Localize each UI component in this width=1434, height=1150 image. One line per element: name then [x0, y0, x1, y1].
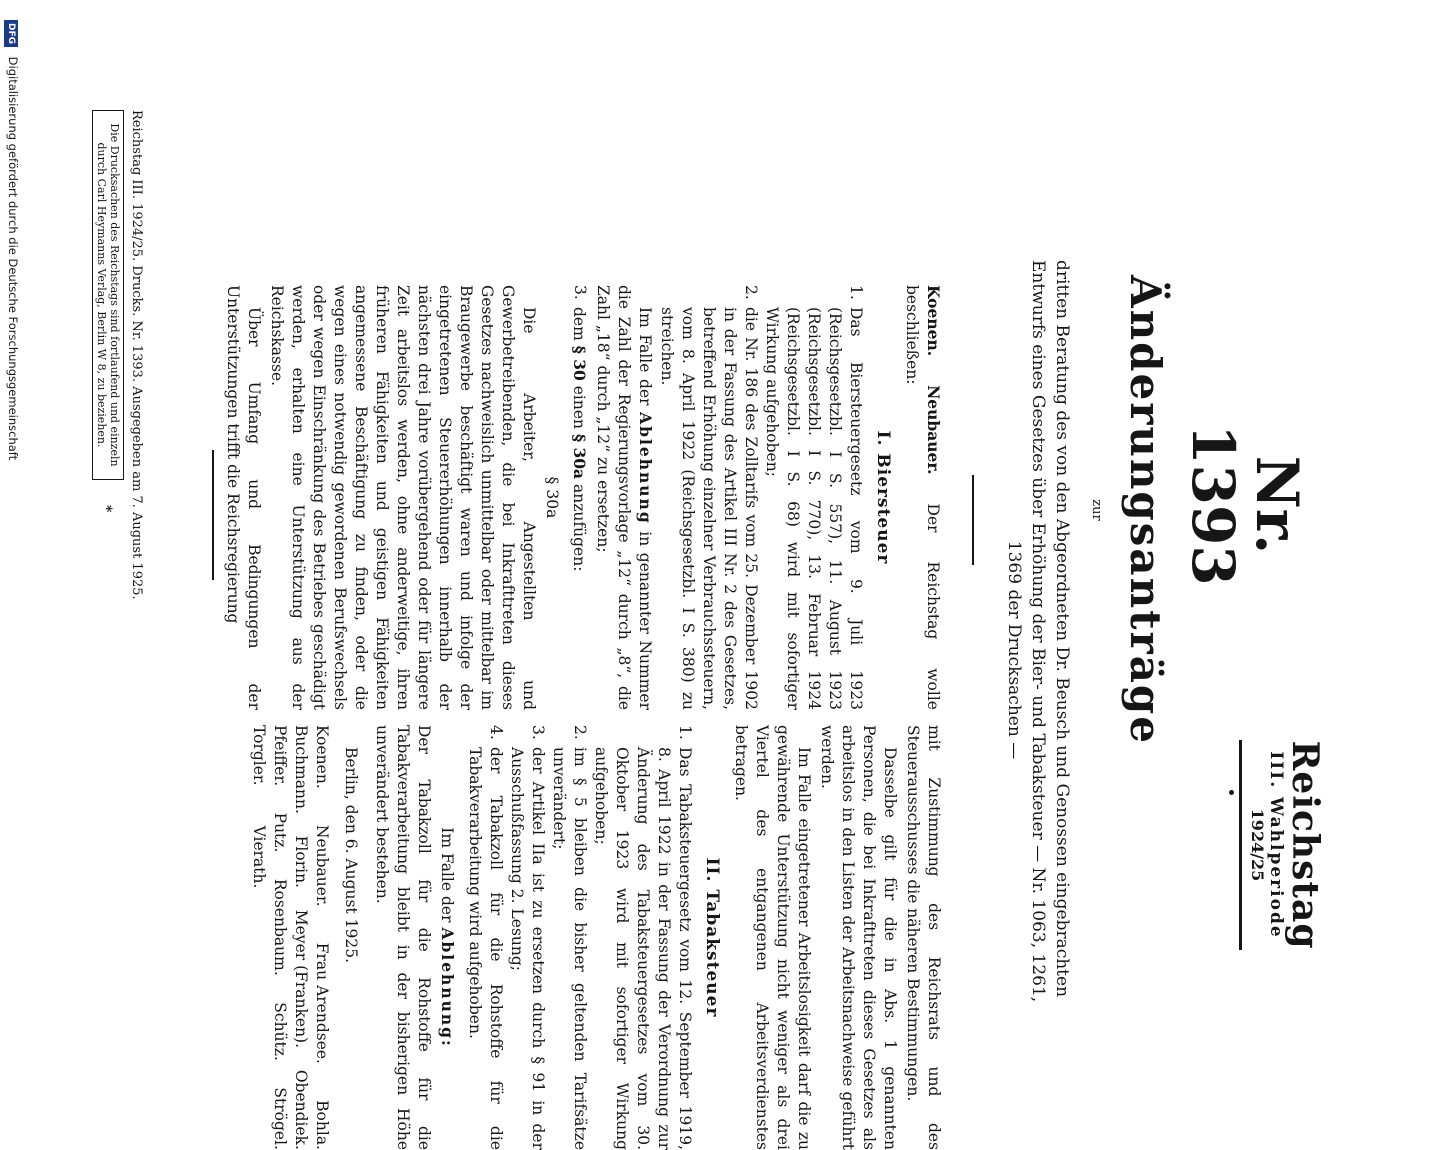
footer-box-line-1: Die Drucksachen des Reichstags sind fortlaufend und einzeln	[108, 123, 121, 467]
ablehnung-pre: Im Falle der	[636, 307, 654, 406]
lead-name-2: Neubauer.	[924, 385, 943, 475]
header-period: III. Wahlperiode	[1266, 751, 1286, 939]
footer-rule	[212, 450, 214, 580]
item-number: 1.	[847, 285, 865, 300]
ablehnung-word: Ablehnung	[636, 412, 655, 525]
section-biersteuer: I. Biersteuer	[873, 430, 893, 565]
signature: Rosenbaum.	[271, 878, 289, 976]
signature: Schütz.	[271, 1002, 289, 1061]
dfg-credit	[4, 20, 20, 1000]
item-number: 4.	[487, 725, 505, 740]
ablehnung-heading	[436, 725, 458, 1150]
item-number: 1.	[676, 725, 694, 740]
signature: Putz.	[271, 812, 289, 853]
intro-line-3: 1369 der Drucksachen —	[1004, 540, 1024, 760]
section-tabaksteuer: II. Tabaksteuer	[702, 857, 722, 1018]
signature-row	[290, 725, 311, 1150]
signature: Obendiek.	[292, 1069, 310, 1150]
intro-line-2: Entwurfs eines Gesetzes über Erhöhung der Bier- und Tabaksteuer — Nr. 1063, 1261,	[1028, 260, 1048, 1003]
item3-bold2: § 30a	[570, 433, 589, 480]
paragraph-heading: § 30a	[543, 476, 561, 519]
lead-text: Der Reichstag wolle beschließen:	[903, 285, 942, 710]
item-text	[568, 307, 590, 710]
footer-box	[92, 110, 124, 480]
ablehnung-post: in genannter Nummer die Zahl der Regierungsvorlage „12“ durch „8“, die Zahl „18“ durch „12“ zu ersetzen;	[594, 285, 654, 710]
item-number: 3.	[529, 725, 547, 740]
lead-paragraph	[901, 285, 944, 710]
dfg-logo: DFG	[4, 20, 18, 47]
item-number: 2.	[742, 285, 760, 300]
date-line: Berlin, den 6. August 1925.	[342, 747, 360, 964]
ablehnung-paragraph	[592, 285, 656, 710]
list-item	[464, 725, 506, 1150]
continued-text-3: Im Falle eingetretener Arbeitslosigkeit darf die zu gewährende Unterstützung nicht weniger als drei Viertel des entgangenen Arbeitsverdienstes betragen.	[732, 725, 813, 1150]
continued-text-1: mit Zustimmung des Reichsrats und des Steuerausschusses die näheren Bestimmungen.	[904, 725, 943, 1150]
signature: Meyer (Franken).	[292, 909, 310, 1049]
item-text: Das Tabaksteuergesetz vom 12. September 1919, 8. April 1922 in der Fassung der Verordnung zur Änderung des Tabaksteuergesetzes vom 30. Oktober 1923 wird mit sofortiger Wirkung aufgehoben;	[592, 747, 694, 1150]
item-number: 2.	[571, 725, 589, 740]
paragraph-text-2: Über Umfang und Bedingungen der Unterstützungen trifft die Reichsregierung	[224, 285, 263, 710]
signature-row	[269, 725, 290, 1150]
list-item	[761, 285, 866, 710]
dot-mark	[1229, 790, 1234, 795]
signature: Neubauer.	[313, 824, 331, 907]
signature: Strögel.	[271, 1087, 289, 1150]
item-text: der Artikel IIa ist zu ersetzen durch § 91 in der Ausschußfassung 2. Lesung;	[508, 747, 547, 1150]
separator-rule	[972, 475, 974, 565]
zur-label: zur	[1089, 499, 1104, 521]
ablehnung-pre: Im Falle der	[438, 827, 456, 923]
item3-bold: § 30	[570, 345, 589, 381]
intro-text	[1002, 260, 1074, 1040]
signature: Vierath.	[250, 825, 268, 889]
main-title: Änderungsanträge	[1121, 274, 1170, 745]
list-item	[506, 725, 548, 1150]
header-title: Reichstag	[1284, 740, 1326, 950]
item-text: der Tabakzoll für die Rohstoffe für die Tabakverarbeitung wird aufgehoben.	[466, 747, 505, 1150]
list-item	[656, 285, 761, 710]
header-rule	[1239, 740, 1242, 950]
signature: Torgler.	[250, 725, 268, 786]
signature: Koenen.	[313, 725, 331, 789]
signature: Pfeiffer.	[271, 725, 289, 787]
signature: Bohla.	[313, 1100, 331, 1150]
item3-post: anzufügen:	[570, 484, 588, 572]
footer-star: *	[98, 505, 114, 513]
list-item	[590, 725, 695, 1150]
list-item	[568, 285, 590, 710]
signatures	[248, 725, 332, 1150]
item3-pre: dem	[570, 307, 588, 341]
paragraph-text: Die Arbeiter, Angestellten und Gewerbetreibenden, die bei Inkrafttreten dieses Gesetzes nachweislich unmittelbar oder mittelbar im Braugewerbe beschäftigt waren und infolge der eingetretenen Steuererhöhungen innerhalb der nächsten drei Jahre vorübergehend oder für längere Zeit arbeitslos werden, ohne anderweitige, ihren früheren Fähigkeiten und geistigen Fähigkeiten angemessene Beschäftigung zu finden, oder die wegen eines notwendig gewordenen Berufswechsels oder wegen Einschränkung des Betriebes geschädigt werden, erhalten eine Unterstützung aus der Reichskasse.	[268, 285, 538, 710]
dfg-text: Digitalisierung gefördert durch die Deutsche Forschungsgemeinschaft	[6, 56, 20, 461]
footer-box-line-2: durch Carl Heymanns Verlag, Berlin W 8, zu beziehen.	[95, 142, 108, 448]
list-item	[548, 725, 590, 1150]
reichstag-header	[1239, 740, 1324, 950]
item-text: im § 5 bleiben die bisher geltenden Tarifsätze unverändert;	[550, 747, 589, 1150]
item3-mid: einen	[570, 385, 588, 430]
footer-line: Reichstag III. 1924/25. Drucks. Nr. 1393. Ausgegeben am 7. August 1925.	[129, 110, 144, 600]
item-text: die Nr. 186 des Zolltarifs vom 25. Dezember 1902 in der Fassung des Artikel III Nr. 2 des Gesetzes, betreffend Erhöhung einzelner Verbrauchssteuern, vom 8. April 1922 (Reichsgesetzbl. I S. 380) zu streichen.	[658, 307, 760, 710]
ablehnung-word: Ablehnung:	[438, 927, 457, 1048]
signature: Frau Arendsee.	[313, 942, 331, 1064]
signature-row	[311, 725, 332, 1150]
header-year: 1924/25	[1248, 808, 1267, 882]
signature-row	[248, 725, 269, 1150]
signature: Florin.	[292, 835, 310, 888]
right-column	[248, 725, 944, 1150]
item-text: Das Biersteuergesetz vom 9. Juli 1923 (Reichsgesetzbl. I S. 557), 11. August 1923 (Reichsgesetzbl. I S. 770), 13. Februar 1924 (Reichsgesetzbl. I S. 68) wird mit sofortiger Wirkung aufgehoben;	[763, 307, 865, 710]
item-number: 3.	[571, 285, 589, 300]
ablehnung-text: Der Tabakzoll für die Rohstoffe für die Tabakverarbeitung bleibt in der bisherigen Höhe unverändert bestehen.	[373, 725, 433, 1150]
intro-line-1: dritten Beratung des von den Abgeordneten Dr. Beusch und Genossen eingebrachten	[1052, 260, 1072, 998]
signature: Buchmann.	[292, 725, 310, 814]
lead-name-1: Koenen.	[924, 285, 943, 357]
continued-text-2: Dasselbe gilt für die in Abs. 1 genannten Personen, die bei Inkrafttreten dieses Gesetzes als arbeitslos in den Listen der Arbeitsnachweise geführt werden.	[818, 725, 899, 1150]
left-column	[220, 285, 944, 710]
document-number: Nr. 1393	[1179, 424, 1311, 586]
